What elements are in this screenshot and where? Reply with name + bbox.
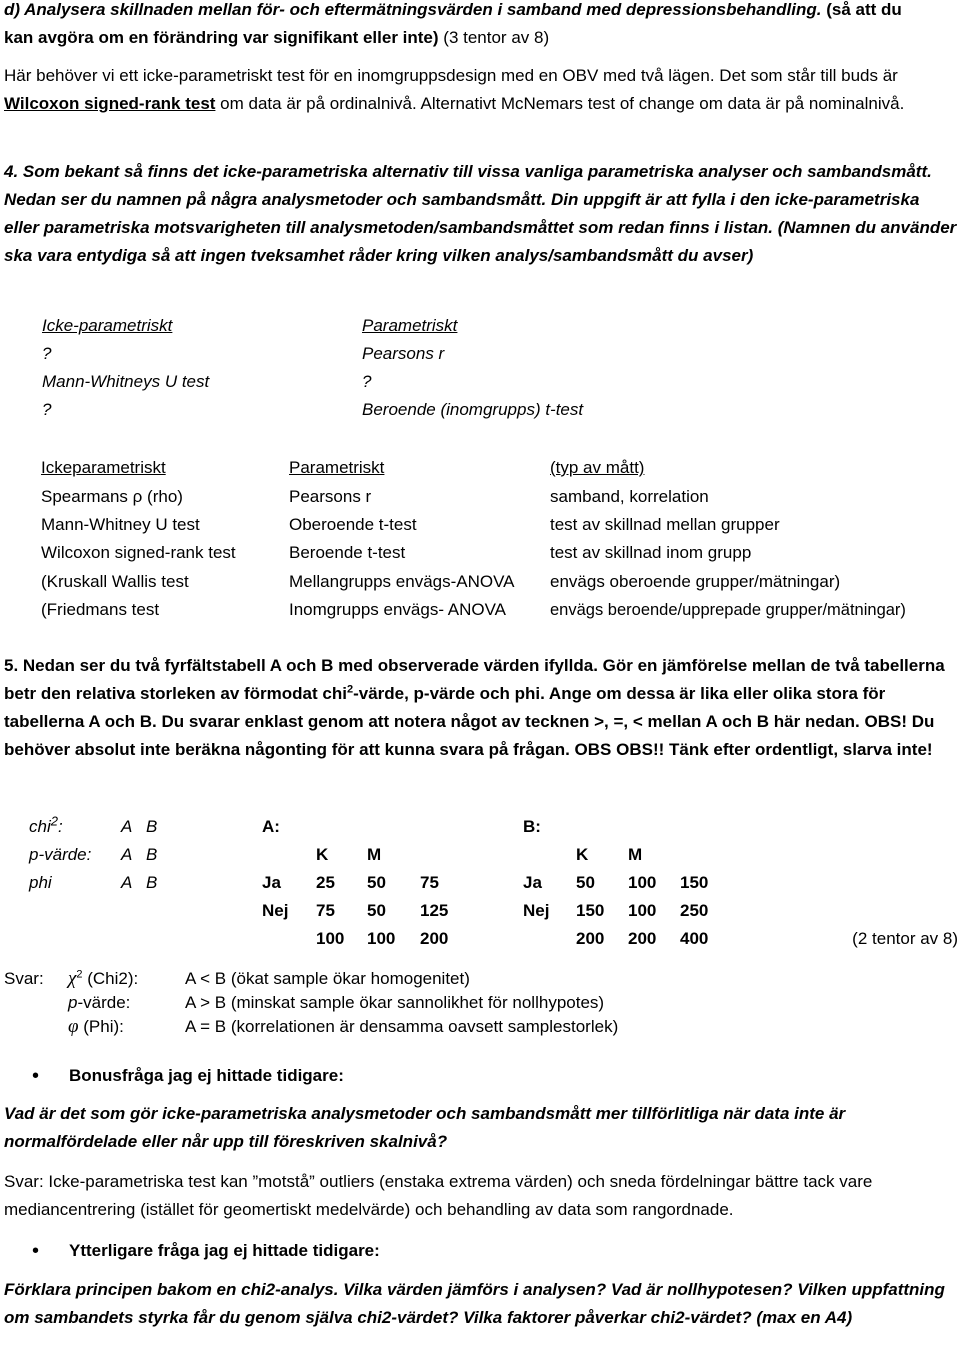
table-b-row-label: Nej bbox=[523, 901, 550, 920]
question-d-heading bbox=[4, 0, 958, 52]
table-b-cell: 150 bbox=[576, 901, 605, 920]
q4-header-nonparam: Icke-parametriskt bbox=[42, 316, 173, 335]
table-a-cell: 50 bbox=[367, 873, 386, 892]
table-b-cell: 250 bbox=[680, 901, 709, 920]
q4-header-param: Parametriskt bbox=[362, 316, 458, 335]
q4-cell: Beroende (inomgrupps) t-test bbox=[362, 400, 584, 419]
wilcoxon-term: Wilcoxon signed-rank test bbox=[4, 94, 216, 113]
answer-cell: envägs beroende/upprepade grupper/mätningar) bbox=[550, 601, 906, 619]
measure-a: A bbox=[121, 873, 133, 892]
answer-cell: Mann-Whitney U test bbox=[41, 515, 200, 534]
q5-text-a: 5. Nedan ser du två fyrfältstabell A och B med observerade värden ifyllda. Gör en jämförelse mellan de två tabellerna betr den relativa storleken av förmodat chi bbox=[4, 656, 945, 703]
question-d-points: (3 tentor av 8) bbox=[443, 28, 550, 47]
table-a-row-label: Ja bbox=[262, 873, 281, 892]
answer-cell: Wilcoxon signed-rank test bbox=[41, 543, 236, 562]
q4-cell: Pearsons r bbox=[362, 344, 445, 363]
table-b-cell: 200 bbox=[576, 929, 605, 948]
measure-label-p: p-värde: bbox=[29, 845, 92, 864]
q4-cell: ? bbox=[42, 400, 52, 419]
table-b-cell: 200 bbox=[628, 929, 657, 948]
table-a-col: M bbox=[367, 845, 382, 864]
q5-text-b: -värde, p-värde och phi. Ange om dessa är lika eller olika stora för tabellerna A och B. Du svarar enklast genom att notera något av tecknen >, =, < mellan A och B här nedan. OBS! Du behöver absolut inte beräkna någonting för att kunna svara på frågan. OBS OBS!! Tänk efter ordentligt, slarva inte! bbox=[4, 684, 935, 759]
answer-cell: Mellangrupps envägs-ANOVA bbox=[289, 572, 515, 591]
answer-phi-label: φ (Phi): bbox=[68, 1016, 124, 1037]
answer-d-pre: Här behöver vi ett icke-parametriskt test för en inomgruppsdesign med en OBV med två lägen. Det som står till buds är bbox=[4, 66, 898, 85]
answer-phi-value: A = B (korrelationen är densamma oavsett samplestorlek) bbox=[185, 1017, 619, 1036]
extra-heading: Ytterligare fråga jag ej hittade tidigare: bbox=[69, 1241, 380, 1260]
question-d-paren: (så att du bbox=[826, 0, 902, 19]
bullet-icon: • bbox=[32, 1240, 40, 1262]
table-a-cell: 100 bbox=[367, 929, 396, 948]
answer-chi-label: $\chi^2$ (Chi2): bbox=[68, 968, 139, 989]
table-b-col: K bbox=[576, 845, 589, 864]
table-b-cell: 100 bbox=[628, 901, 657, 920]
question-d-title-cont: kan avgöra om en förändring var signifikant eller inte) bbox=[4, 28, 439, 47]
measure-a: A bbox=[121, 845, 133, 864]
q4-cell: Mann-Whitneys U test bbox=[42, 372, 210, 391]
table-b-cell: 100 bbox=[628, 873, 657, 892]
answer-p-value: A > B (minskat sample ökar sannolikhet för nollhypotes) bbox=[185, 993, 605, 1012]
table-a-cell: 75 bbox=[420, 873, 439, 892]
table-b-cell: 50 bbox=[576, 873, 595, 892]
q4-cell: ? bbox=[42, 344, 52, 363]
table-a-title: A: bbox=[262, 817, 280, 836]
answer-d-post: om data är på ordinalnivå. Alternativt McNemars test of change om data är på nominalnivå. bbox=[220, 94, 905, 113]
table-a-cell: 50 bbox=[367, 901, 386, 920]
table-a-row-label: Nej bbox=[262, 901, 289, 920]
question-4-text: 4. Som bekant så finns det icke-parametriska alternativ till vissa vanliga parametriska analyser och sambandsmått. Nedan ser du namnen på några analysmetoder och sambandsmått. Din uppgift är att fylla i den icke-parametriska eller parametriska motsvarigheten till analysmetoden/sambandsmåttet som redan finns i listan. (Namnen du använder ska vara entydiga så att ingen tveksamhet råder kring vilken analys/sambandsmått du avser) bbox=[4, 162, 957, 265]
bullet-icon: • bbox=[32, 1065, 40, 1087]
q4-cell: ? bbox=[362, 372, 372, 391]
answer-cell: samband, korrelation bbox=[550, 487, 709, 506]
svar-label: Svar: bbox=[4, 969, 44, 988]
extra-question: Förklara principen bakom en chi2-analys. Vilka värden jämförs i analysen? Vad är nollhypotesen? Vilken uppfattning om sambandets styrka får du genom själva chi2-värdet? Vilka faktorer påverkar chi2-värdet? (max en A4) bbox=[4, 1280, 945, 1327]
table-b-title: B: bbox=[523, 817, 541, 836]
table-a-cell: 100 bbox=[316, 929, 345, 948]
measure-b: B bbox=[146, 873, 158, 892]
table-a-cell: 75 bbox=[316, 901, 335, 920]
answer-header-param: Parametriskt bbox=[289, 458, 385, 477]
question-5-text bbox=[4, 652, 958, 764]
measure-a: A bbox=[121, 817, 133, 836]
table-b-col: M bbox=[628, 845, 643, 864]
table-a-cell: 25 bbox=[316, 873, 335, 892]
measure-label-phi: phi bbox=[29, 873, 52, 892]
bonus-heading: Bonusfråga jag ej hittade tidigare: bbox=[69, 1066, 344, 1085]
table-b-cell: 400 bbox=[680, 929, 709, 948]
table-a-cell: 200 bbox=[420, 929, 449, 948]
answer-cell: test av skillnad inom grupp bbox=[550, 543, 752, 562]
answer-header-type: (typ av mått) bbox=[550, 458, 645, 477]
answer-cell: (Friedmans test bbox=[41, 600, 160, 619]
answer-cell: Beroende t-test bbox=[289, 543, 406, 562]
measure-b: B bbox=[146, 817, 158, 836]
answer-cell: Pearsons r bbox=[289, 487, 372, 506]
measure-b: B bbox=[146, 845, 158, 864]
answer-cell: Spearmans ρ (rho) bbox=[41, 487, 183, 506]
question-d-answer bbox=[4, 62, 958, 118]
answer-chi-value: A < B (ökat sample ökar homogenitet) bbox=[185, 969, 470, 988]
table-b-cell: 150 bbox=[680, 873, 709, 892]
answer-cell: (Kruskall Wallis test bbox=[41, 572, 189, 591]
table-a-cell: 125 bbox=[420, 901, 449, 920]
answer-cell: envägs oberoende grupper/mätningar) bbox=[550, 572, 841, 591]
bonus-answer: Svar: Icke-parametriska test kan ”motstå” outliers (enstaka extrema värden) och sneda fördelningar bättre tack vare mediancentrering (istället för geomertiskt medelvärde) och behandling av data som rangordnade. bbox=[4, 1172, 873, 1219]
answer-cell: Inomgrupps envägs- ANOVA bbox=[289, 600, 507, 619]
question-d-title: d) Analysera skillnaden mellan för- och eftermätningsvärden i samband med depressionsbehandling. bbox=[4, 0, 822, 19]
table-a-col: K bbox=[316, 845, 329, 864]
q5-points: (2 tentor av 8) bbox=[852, 929, 958, 948]
answer-header-nonparam: Ickeparametriskt bbox=[41, 458, 166, 477]
answer-cell: Oberoende t-test bbox=[289, 515, 417, 534]
bonus-question: Vad är det som gör icke-parametriska analysmetoder och sambandsmått mer tillförlitliga när data inte är normalfördelade eller når upp till föreskriven skalnivå? bbox=[4, 1104, 846, 1151]
table-b-row-label: Ja bbox=[523, 873, 542, 892]
q5-text-sup: 2 bbox=[346, 683, 354, 696]
measure-label-chi: chi$^2$: bbox=[29, 813, 63, 836]
answer-p-label: p-värde: bbox=[68, 993, 131, 1012]
answer-cell: test av skillnad mellan grupper bbox=[550, 515, 780, 534]
